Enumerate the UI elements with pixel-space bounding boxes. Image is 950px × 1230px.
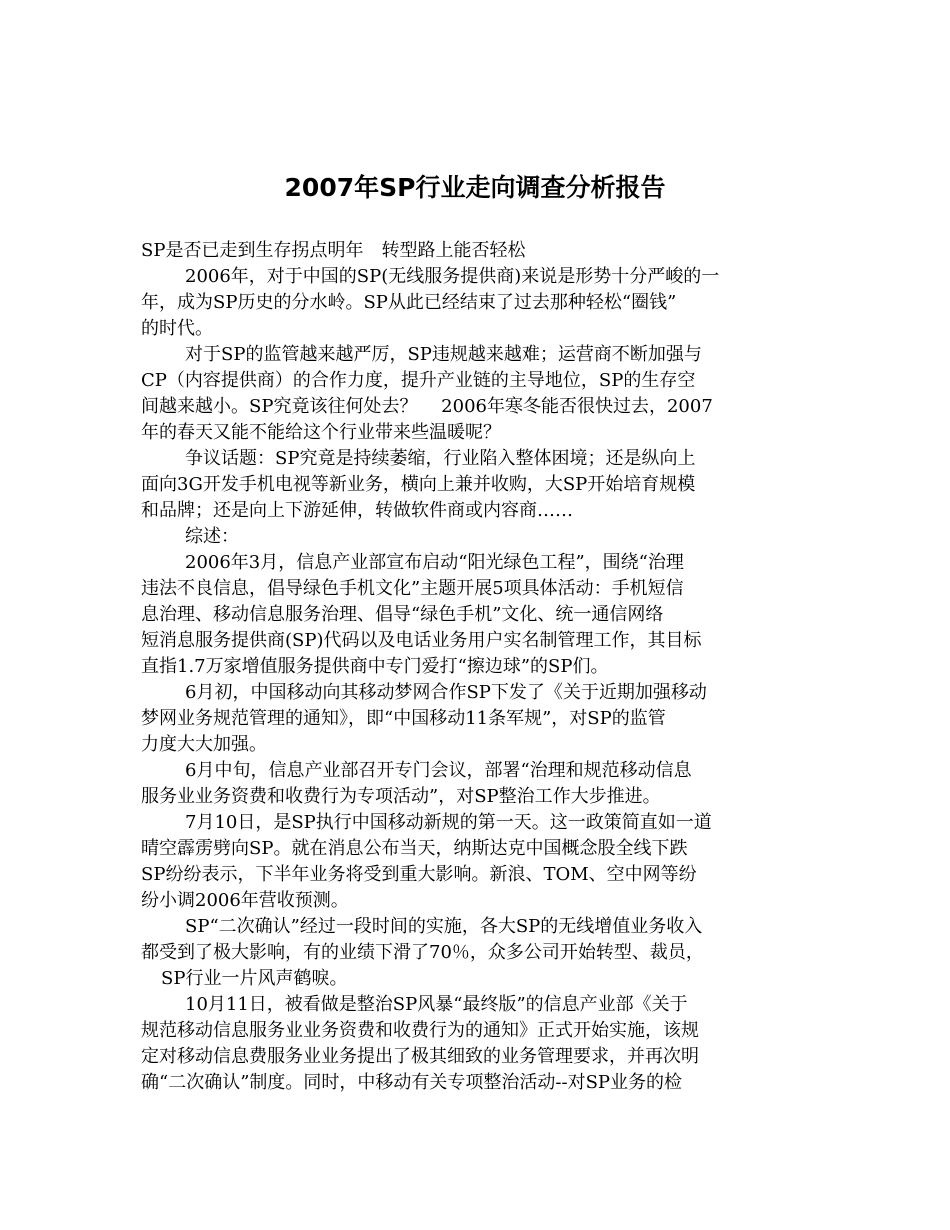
text-line: 规范移动信息服务业业务资费和收费行为的通知》正式开始实施，该规	[141, 1020, 699, 1041]
document-title: 2007年SP行业走向调查分析报告	[284, 173, 666, 202]
text-line: SP是否已走到生存拐点明年 转型路上能否轻松	[141, 240, 526, 261]
text-line: 的时代。	[141, 318, 213, 339]
text-line: 直指1.7万家增值服务提供商中专门爱打“擦边球”的SP们。	[141, 656, 609, 677]
text-line: 力度大大加强。	[141, 734, 267, 755]
text-line: 短消息服务提供商(SP)代码以及电话业务用户实名制管理工作，其目标	[141, 630, 702, 651]
text-line: 梦网业务规范管理的通知》，即“中国移动11条军规”，对SP的监管	[141, 708, 666, 729]
text-line: 纷小调2006年营收预测。	[141, 890, 349, 911]
text-line: 面向3G开发手机电视等新业务，横向上兼并收购，大SP开始培育规模	[141, 474, 696, 495]
text-line: 确“二次确认”制度。同时，中移动有关专项整治活动--对SP业务的检	[141, 1072, 683, 1093]
text-line: 综述：	[185, 526, 239, 547]
text-line: 服务业业务资费和收费行为专项活动”，对SP整治工作大步推进。	[141, 786, 661, 807]
document-body	[141, 238, 821, 1096]
text-line: 7月10日，是SP执行中国移动新规的第一天。这一政策简直如一道	[185, 812, 712, 833]
text-line: 违法不良信息，倡导绿色手机文化”主题开展5项具体活动：手机短信	[141, 578, 684, 599]
text-line: CP（内容提供商）的合作力度，提升产业链的主导地位，SP的生存空	[141, 370, 696, 391]
text-line: 2006年，对于中国的SP(无线服务提供商)来说是形势十分严峻的一	[185, 266, 720, 287]
text-line: 都受到了极大影响，有的业绩下滑了70％，众多公司开始转型、裁员，	[141, 942, 704, 963]
text-line: SP行业一片风声鹤唳。	[161, 968, 348, 989]
text-line: 2006年3月，信息产业部宣布启动“阳光绿色工程”，围绕“治理	[185, 552, 684, 573]
text-line: 间越来越小。SP究竟该往何处去？ 2006年寒冬能否很快过去，2007	[141, 396, 713, 417]
text-line: SP纷纷表示，下半年业务将受到重大影响。新浪、TOM、空中网等纷	[141, 864, 697, 885]
text-line: 和品牌；还是向上下游延伸，转做软件商或内容商……	[141, 500, 573, 521]
text-line: 定对移动信息费服务业业务提出了极其细致的业务管理要求，并再次明	[141, 1046, 699, 1067]
text-line: 10月11日，被看做是整治SP风暴“最终版”的信息产业部《关于	[185, 994, 688, 1015]
text-line: 6月初，中国移动向其移动梦网合作SP下发了《关于近期加强移动	[185, 682, 707, 703]
text-line: 6月中旬，信息产业部召开专门会议，部署“治理和规范移动信息	[185, 760, 692, 781]
text-line: 对于SP的监管越来越严厉，SP违规越来越难；运营商不断加强与	[185, 344, 702, 365]
text-line: 晴空霹雳劈向SP。就在消息公布当天，纳斯达克中国概念股全线下跌	[141, 838, 688, 859]
text-line: 年，成为SP历史的分水岭。SP从此已经结束了过去那种轻松“圈钱”	[141, 292, 677, 313]
text-line: 息治理、移动信息服务治理、倡导“绿色手机”文化、统一通信网络	[141, 604, 664, 625]
text-line: SP“二次确认”经过一段时间的实施，各大SP的无线增值业务收入	[185, 916, 703, 937]
text-line: 年的春天又能不能给这个行业带来些温暖呢？	[141, 422, 501, 443]
text-line: 争议话题：SP究竟是持续萎缩，行业陷入整体困境；还是纵向上	[185, 448, 696, 469]
